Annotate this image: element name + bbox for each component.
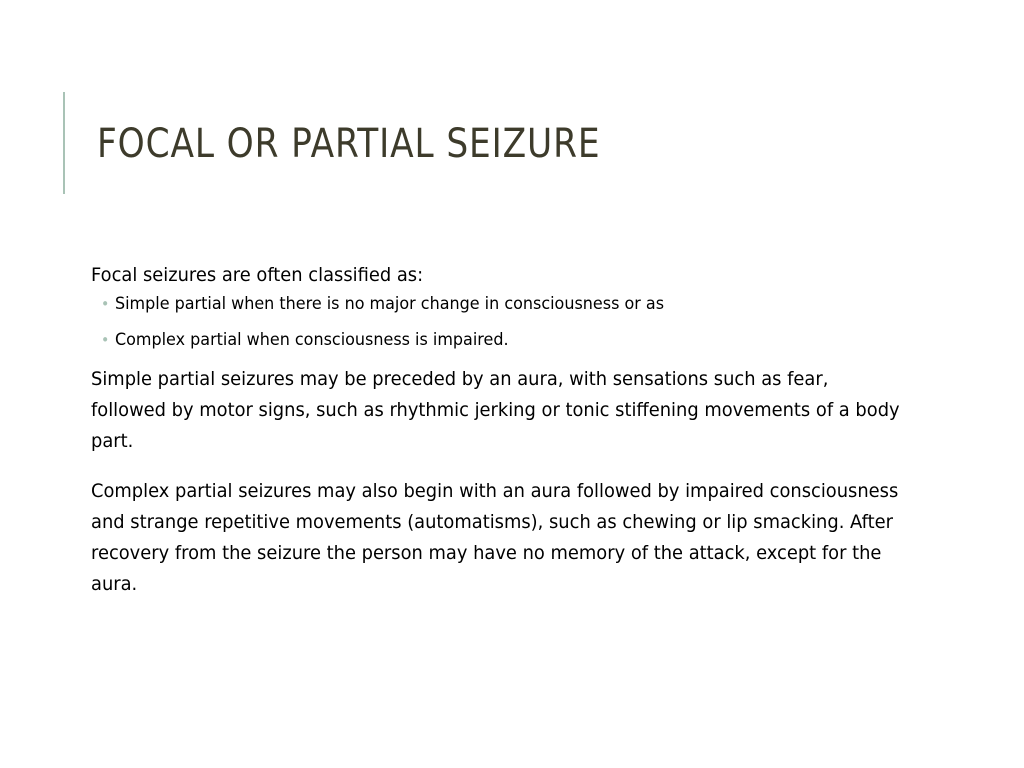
bullet-icon: • [101, 331, 110, 349]
bullet-text: Complex partial when consciousness is impaired. [114, 330, 509, 350]
bullet-list [91, 292, 931, 352]
slide-title: FOCAL OR PARTIAL SEIZURE [97, 121, 601, 167]
paragraph-complex-partial: Complex partial seizures may also begin with an aura followed by impaired consciousness and strange repetitive movements (automatisms), such as chewing or lip smacking. After recovery from the seizure the person may have no memory of the attack, except for the aura. [91, 480, 899, 595]
list-item [101, 292, 881, 316]
bullet-text: Simple partial when there is no major change in consciousness or as [114, 294, 665, 314]
slide-body [91, 260, 931, 600]
list-item [101, 328, 881, 352]
bullet-icon: • [101, 295, 110, 313]
paragraph-simple-partial: Simple partial seizures may be preceded by an aura, with sensations such as fear, followed by motor signs, such as rhythmic jerking or tonic stiffening movements of a body part. [91, 368, 900, 452]
title-accent-bar [63, 92, 65, 194]
intro-text: Focal seizures are often classified as: [91, 264, 424, 286]
